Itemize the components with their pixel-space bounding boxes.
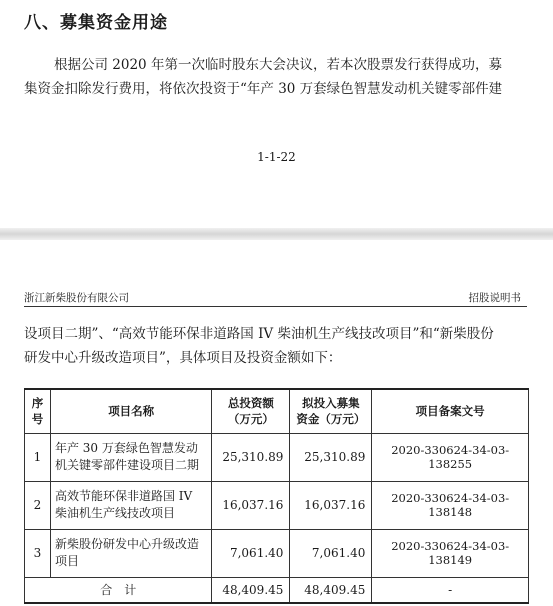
cell-project-name: 新柴股份研发中心升级改造 项目 [50, 529, 211, 577]
document-page-2 [0, 240, 553, 606]
page-header-doc-type: 招股说明书 [468, 292, 521, 304]
table-row [25, 529, 529, 577]
cell-total-investment: 16,037.16 [212, 481, 290, 529]
paragraph-intro [24, 53, 532, 101]
paragraph-line: 设项目二期”、“高效节能环保非道路国 IV 柴油机生产线技改项目”和“新柴股份 [24, 326, 494, 342]
cell-raised-funds-sum: 48,409.45 [290, 577, 372, 603]
section-heading: 八、募集资金用途 [24, 13, 168, 33]
document-page-1 [0, 0, 553, 228]
header-seq: 序 号 [25, 389, 51, 433]
page-header-company: 浙江新柴股份有限公司 [24, 292, 129, 304]
header-total-investment: 总投资额 （万元） [212, 389, 290, 433]
cell-record-number: 2020-330624-34-03-138148 [372, 481, 529, 529]
cell-total-investment-sum: 48,409.45 [212, 577, 290, 603]
cell-record-number: 2020-330624-34-03-138149 [372, 529, 529, 577]
paragraph-line: 集资金扣除发行费用，将依次投资于“年产 30 万套绿色智慧发动机关键零部件建 [24, 81, 503, 97]
header-raised-funds: 拟投入募集 资金（万元） [290, 389, 372, 433]
cell-record-number-empty: - [372, 577, 529, 603]
table-total-row [25, 577, 529, 603]
header-record-number: 项目备案文号 [372, 389, 529, 433]
table-header-row [25, 389, 529, 433]
cell-record-number: 2020-330624-34-03-138255 [372, 433, 529, 481]
cell-project-name: 高效节能环保非道路国 IV 柴油机生产线技改项目 [50, 481, 211, 529]
cell-total-label: 合 计 [25, 577, 212, 603]
investment-table [24, 388, 529, 604]
cell-total-investment: 25,310.89 [212, 433, 290, 481]
paragraph-line: 研发中心升级改造项目”，具体项目及投资金额如下： [24, 350, 342, 366]
paragraph-continued [24, 322, 532, 370]
page-separator [0, 228, 553, 240]
paragraph-line: 根据公司 2020 年第一次临时股东大会决议，若本次股票发行获得成功，募 [54, 57, 502, 73]
cell-project-name: 年产 30 万套绿色智慧发动 机关键零部件建设项目二期 [50, 433, 211, 481]
cell-seq: 3 [25, 529, 51, 577]
cell-raised-funds: 16,037.16 [290, 481, 372, 529]
header-rule [24, 306, 527, 307]
header-project-name: 项目名称 [50, 389, 211, 433]
cell-raised-funds: 7,061.40 [290, 529, 372, 577]
table-row [25, 481, 529, 529]
cell-raised-funds: 25,310.89 [290, 433, 372, 481]
page-number: 1-1-22 [257, 150, 296, 164]
cell-seq: 2 [25, 481, 51, 529]
cell-total-investment: 7,061.40 [212, 529, 290, 577]
cell-seq: 1 [25, 433, 51, 481]
table-row [25, 433, 529, 481]
